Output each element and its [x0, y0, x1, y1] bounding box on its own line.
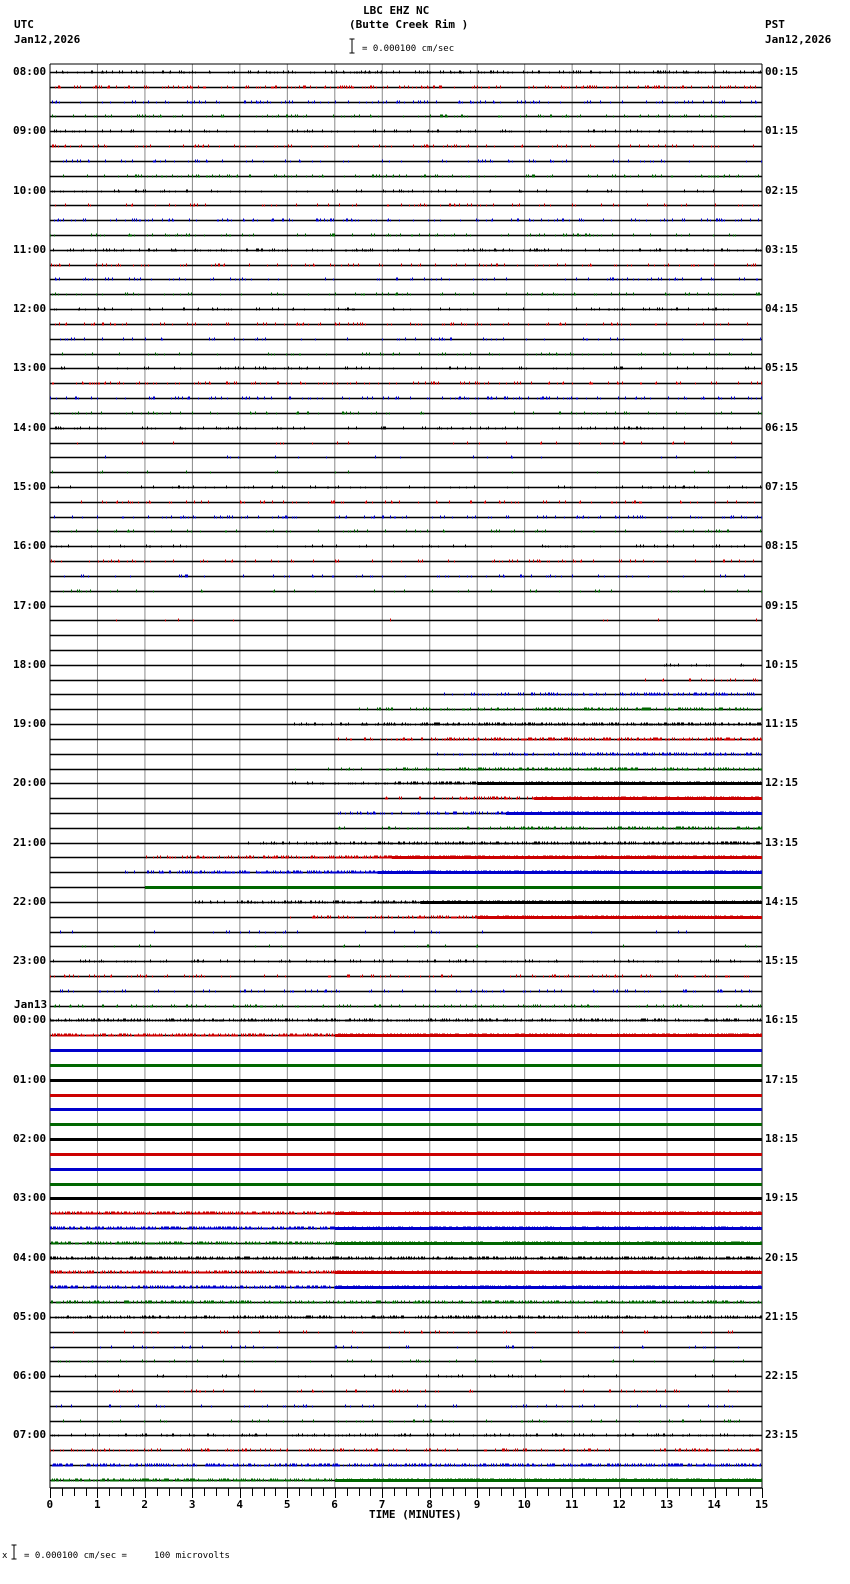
pst-hour-label: 08:15	[765, 539, 799, 553]
x-tick-label: 0	[46, 1498, 54, 1511]
pst-hour-label: 23:15	[765, 1428, 799, 1442]
right-timezone: PST	[765, 18, 785, 31]
pst-hour-label: 15:15	[765, 954, 799, 968]
x-tick-label: 15	[755, 1498, 769, 1511]
pst-hour-label: 14:15	[765, 894, 799, 908]
x-tick-label: 3	[188, 1498, 196, 1511]
scale-bar-icon	[349, 38, 355, 54]
pst-hour-label: 07:15	[765, 479, 799, 493]
right-date: Jan12,2026	[765, 33, 832, 46]
utc-hour-label: 05:00	[13, 1309, 47, 1323]
pst-hour-label: 20:15	[765, 1250, 799, 1264]
utc-hour-label: 00:00	[13, 1013, 47, 1027]
utc-hour-label: 22:00	[13, 894, 47, 908]
pst-hour-label: 09:15	[765, 598, 799, 612]
utc-hour-label: 11:00	[13, 242, 47, 256]
footer-scale-bar-icon	[11, 1544, 17, 1560]
x-tick-label: 6	[331, 1498, 338, 1511]
x-tick-label: 5	[283, 1498, 291, 1511]
x-tick-label: 9	[473, 1498, 481, 1511]
x-tick-label: 7	[378, 1498, 386, 1511]
pst-hour-label: 10:15	[765, 657, 799, 671]
utc-hour-label: 04:00	[13, 1250, 47, 1264]
x-tick-label: 14	[707, 1498, 721, 1511]
utc-hour-label: 01:00	[13, 1072, 47, 1086]
utc-hour-label: 21:00	[13, 835, 47, 849]
footer-scale-text: = 0.000100 cm/sec = 100 microvolts	[24, 1551, 230, 1561]
x-tick-label: 4	[236, 1498, 243, 1511]
pst-hour-label: 19:15	[765, 1191, 799, 1205]
x-tick-label: 8	[426, 1498, 433, 1511]
utc-hour-label: 18:00	[13, 657, 47, 671]
pst-hour-label: 16:15	[765, 1013, 799, 1027]
utc-hour-label: 23:00	[13, 954, 47, 968]
pst-hour-label: 22:15	[765, 1369, 799, 1383]
left-date: Jan12,2026	[14, 33, 81, 46]
pst-hour-label: 11:15	[765, 717, 799, 731]
station-location: (Butte Creek Rim )	[349, 18, 469, 31]
date-change-label: Jan13	[14, 998, 48, 1012]
x-tick-label: 1	[93, 1498, 101, 1511]
pst-hour-label: 17:15	[765, 1072, 799, 1086]
pst-hour-label: 05:15	[765, 361, 799, 375]
footer-prefix: x	[2, 1551, 8, 1561]
station-title: LBC EHZ NC	[363, 4, 430, 17]
pst-hour-label: 21:15	[765, 1309, 799, 1323]
x-tick-label: 12	[612, 1498, 626, 1511]
utc-hour-label: 02:00	[13, 1132, 47, 1146]
utc-hour-label: 12:00	[13, 302, 47, 316]
pst-hour-label: 13:15	[765, 835, 799, 849]
pst-hour-label: 12:15	[765, 776, 799, 790]
utc-hour-label: 10:00	[13, 183, 47, 197]
utc-hour-label: 17:00	[13, 598, 47, 612]
x-tick-label: 13	[660, 1498, 674, 1511]
utc-hour-label: 08:00	[13, 65, 47, 78]
utc-hour-label: 13:00	[13, 361, 47, 375]
utc-hour-label: 03:00	[13, 1191, 47, 1205]
utc-hour-label: 20:00	[13, 776, 47, 790]
pst-hour-label: 00:15	[765, 65, 799, 78]
utc-hour-label: 06:00	[13, 1369, 47, 1383]
x-tick-label: 11	[565, 1498, 579, 1511]
pst-hour-label: 18:15	[765, 1132, 799, 1146]
utc-hour-label: 16:00	[13, 539, 47, 553]
utc-hour-label: 15:00	[13, 479, 47, 493]
pst-hour-label: 04:15	[765, 302, 799, 316]
utc-hour-label: 14:00	[13, 420, 47, 434]
x-tick-label: 2	[141, 1498, 149, 1511]
utc-hour-label: 07:00	[13, 1428, 47, 1442]
x-tick-label: 10	[517, 1498, 531, 1511]
pst-hour-label: 02:15	[765, 183, 799, 197]
utc-hour-label: 09:00	[13, 124, 47, 138]
scale-text: = 0.000100 cm/sec	[362, 44, 455, 54]
left-timezone: UTC	[14, 18, 34, 31]
pst-hour-label: 03:15	[765, 242, 799, 256]
pst-hour-label: 06:15	[765, 420, 799, 434]
pst-hour-label: 01:15	[765, 124, 799, 138]
x-axis-title: TIME (MINUTES)	[369, 1508, 462, 1521]
utc-hour-label: 19:00	[13, 717, 47, 731]
